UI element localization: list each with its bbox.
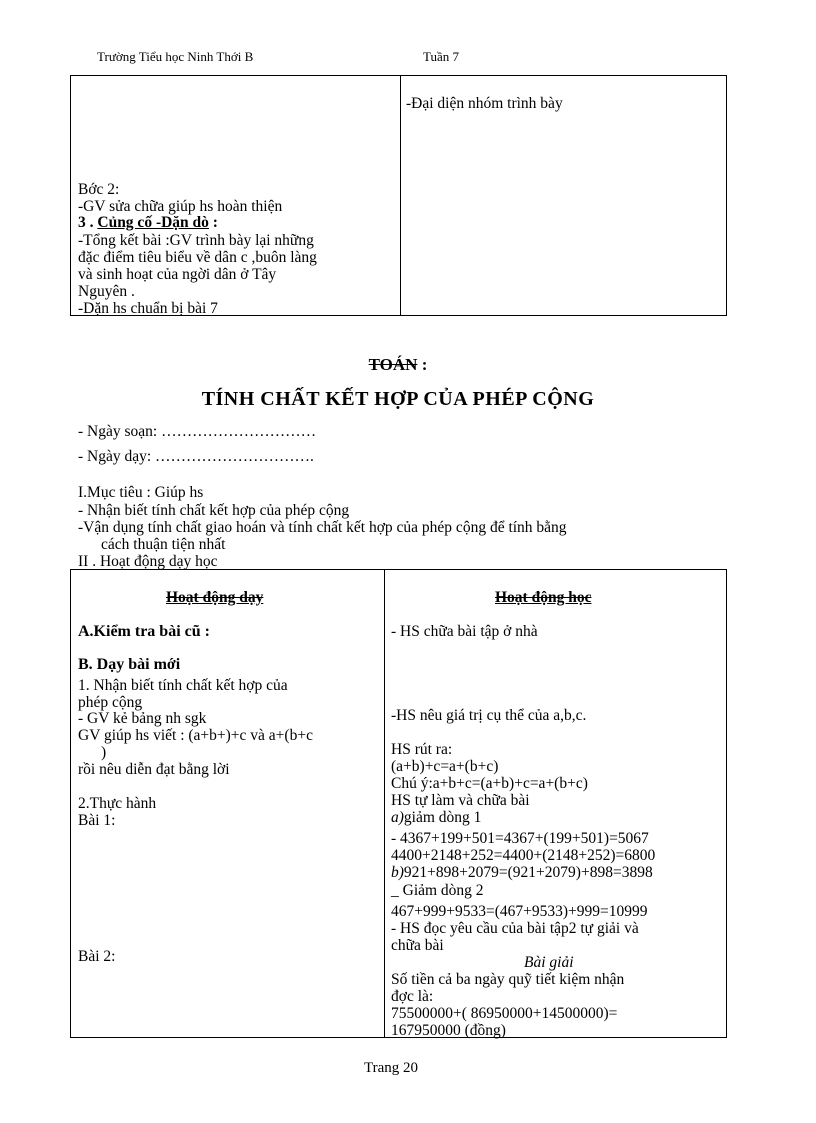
objective-item: cách thuận tiện nhất	[101, 536, 226, 553]
top-left-line: -GV sửa chữa giúp hs hoàn thiện	[78, 198, 283, 215]
col-header-learning: Hoạt động học	[495, 589, 592, 606]
right-line: HS tự làm và chữa bài	[391, 792, 530, 809]
calc-line: - 4367+199+501=4367+(199+501)=5067	[391, 830, 649, 847]
left-line: )	[101, 744, 107, 761]
exercise-2-label: Bài 2:	[78, 948, 116, 965]
top-left-line: -Tổng kết bài :GV trình bày lại những	[78, 232, 314, 249]
top-left-section3: 3 . Củng cố -Dặn dò :	[78, 214, 218, 231]
new-lesson-heading: B. Dạy bài mới	[78, 656, 181, 673]
calc-line: 167950000 (đồng)	[391, 1022, 506, 1039]
consolidation-heading: Củng cố -Dặn dò	[97, 214, 209, 231]
review-heading: A.Kiểm tra bài cũ :	[78, 623, 210, 640]
lesson-title: TÍNH CHẤT KẾT HỢP CỦA PHÉP CỘNG	[201, 388, 595, 410]
top-left-line: Bớc 2:	[78, 181, 120, 198]
top-left-line: và sinh hoạt của ngời dân ở Tây	[78, 266, 277, 283]
objective-item: -Vận dụng tính chất giao hoán và tính chất kết hợp của phép cộng để tính bằng	[78, 519, 567, 536]
calc-line: 4400+2148+252=4400+(2148+252)=6800	[391, 847, 656, 864]
teach-date: - Ngày dạy: ………………………….	[78, 448, 314, 465]
page-number: Trang 20	[364, 1060, 419, 1076]
activity-table-divider	[384, 569, 385, 1038]
week-label: Tuần 7	[423, 49, 460, 64]
solution-heading: Bài giải	[524, 954, 574, 971]
left-line: - GV kẻ bảng nh sgk	[78, 710, 207, 727]
objectives-heading: I.Mục tiêu : Giúp hs	[78, 484, 204, 501]
left-line: phép cộng	[78, 694, 143, 711]
right-line: - HS đọc yêu cầu của bài tập2 tự giải và	[391, 920, 639, 937]
practice-heading: 2.Thực hành	[78, 795, 157, 812]
right-line: _ Giảm dòng 2	[391, 882, 484, 899]
prep-date: - Ngày soạn: …………………………	[78, 423, 317, 440]
top-left-line: Nguyên .	[78, 283, 135, 300]
right-line: a)giảm dòng 1	[391, 809, 482, 826]
left-line: 1. Nhận biết tính chất kết hợp của	[78, 677, 288, 694]
calc-line: 467+999+9533=(467+9533)+999=10999	[391, 903, 648, 920]
top-left-line: đặc điểm tiêu biểu về dân c ,buôn làng	[78, 249, 317, 266]
top-right-text: -Đại diện nhóm trình bày	[406, 95, 563, 112]
objective-item: - Nhận biết tính chất kết hợp của phép cộng	[78, 502, 350, 519]
top-left-line: -Dặn hs chuẩn bị bài 7	[78, 300, 218, 317]
exercise-1-label: Bài 1:	[78, 812, 116, 829]
right-line: Chú ý:a+b+c=(a+b)+c=a+(b+c)	[391, 775, 588, 792]
calc-line: 75500000+( 86950000+14500000)=	[391, 1005, 618, 1022]
section2-heading: II . Hoạt động dạy học	[78, 553, 218, 570]
col-header-teaching: Hoạt động dạy	[166, 589, 264, 606]
top-table-divider	[400, 75, 401, 316]
subject-heading: TOÁN :	[368, 355, 428, 374]
right-line: HS rút ra:	[391, 741, 453, 758]
right-line: - HS chữa bài tập ở nhà	[391, 623, 538, 640]
left-line: rồi nêu diễn đạt bằng lời	[78, 761, 230, 778]
left-line: GV giúp hs viết : (a+b+)+c và a+(b+c	[78, 727, 313, 744]
right-line: -HS nêu giá trị cụ thể của a,b,c.	[391, 707, 587, 724]
school-name: Trường Tiểu học Ninh Thới B	[97, 49, 254, 64]
right-line: đợc là:	[391, 988, 434, 1005]
right-line: (a+b)+c=a+(b+c)	[391, 758, 499, 775]
right-line: Số tiền cả ba ngày quỹ tiết kiệm nhận	[391, 971, 625, 988]
right-line: chữa bài	[391, 937, 444, 954]
calc-line: b)921+898+2079=(921+2079)+898=3898	[391, 864, 653, 881]
